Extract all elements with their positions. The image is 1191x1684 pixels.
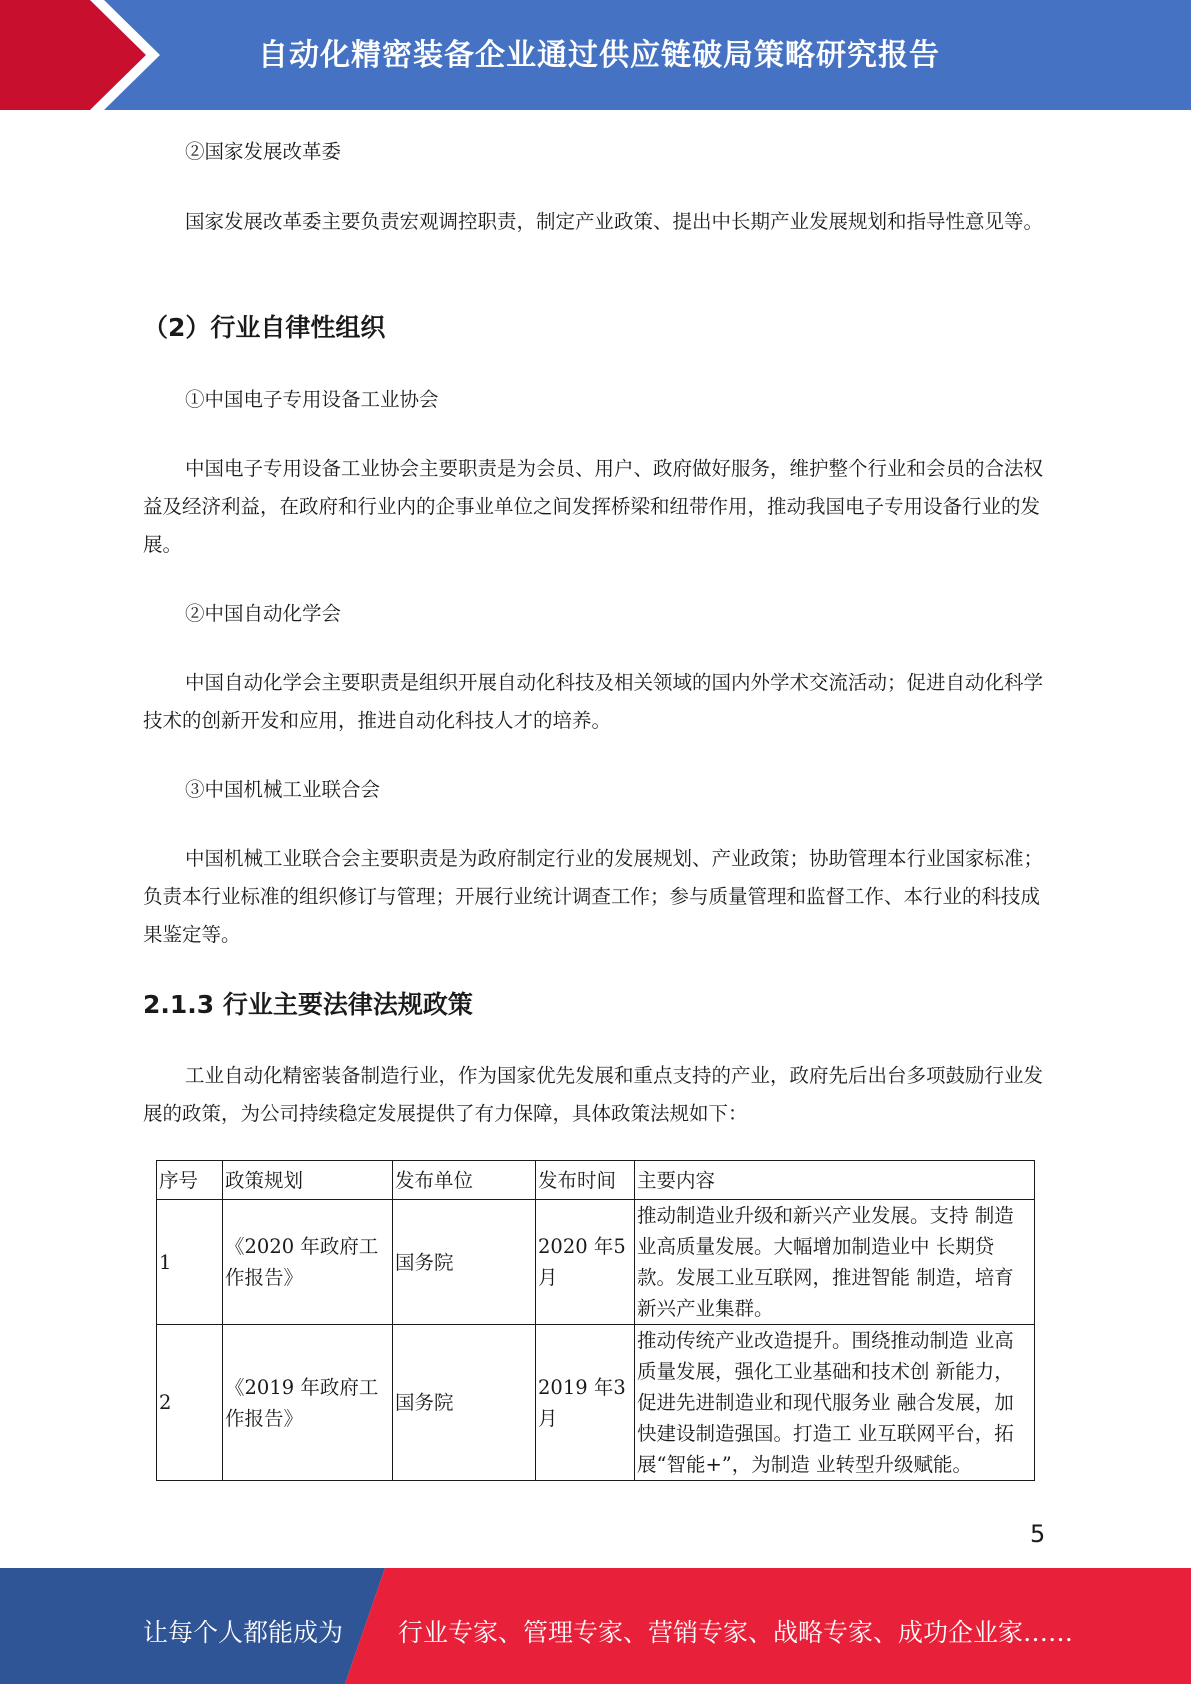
- cell-org: 国务院: [393, 1325, 536, 1481]
- cell-date: 2020 年5 月: [536, 1200, 635, 1325]
- page-header: [0, 0, 1191, 110]
- cell-content: 推动传统产业改造提升。围绕推动制造 业高质量发展，强化工业基础和技术创 新能力，促进先进制造业和现代服务业 融合发展，加快建设制造强国。打造工 业互联网平台，拓展“智能+”，为制造 业转型升级赋能。: [635, 1325, 1035, 1481]
- item-caa-heading: ②中国自动化学会: [185, 602, 342, 625]
- item-cmif-text: 中国机械工业联合会主要职责是为政府制定行业的发展规划、产业政策；协助管理本行业国家标准；负责本行业标准的组织修订与管理；开展行业统计调查工作；参与质量管理和监督工作、本行业的科技成果鉴定等。: [143, 847, 1044, 946]
- table-row: [157, 1200, 1035, 1325]
- cell-no: 1: [157, 1200, 223, 1325]
- header-date: 发布时间: [536, 1161, 635, 1200]
- policy-table: [156, 1160, 1035, 1481]
- item-ceia-heading: ①中国电子专用设备工业协会: [185, 388, 439, 411]
- footer-slogan-right: 行业专家、管理专家、营销专家、战略专家、成功企业家……: [398, 1618, 1074, 1647]
- header-plan: 政策规划: [223, 1161, 393, 1200]
- cell-plan: 《2019 年政府工作报告》: [223, 1325, 393, 1481]
- cell-plan: 《2020 年政府工作报告》: [223, 1200, 393, 1325]
- header-content: 主要内容: [635, 1161, 1035, 1200]
- header-no: 序号: [157, 1161, 223, 1200]
- cell-date: 2019 年3 月: [536, 1325, 635, 1481]
- table-header-row: [157, 1161, 1035, 1200]
- section-213-heading: 2.1.3 行业主要法律法规政策: [143, 990, 473, 1019]
- section-2-heading: （2）行业自律性组织: [143, 313, 386, 342]
- item-ndrc-heading: ②国家发展改革委: [185, 140, 342, 163]
- page-footer: [0, 1568, 1191, 1684]
- page-number: 5: [1030, 1520, 1046, 1548]
- header-org: 发布单位: [393, 1161, 536, 1200]
- footer-slogan-left: 让每个人都能成为: [143, 1618, 344, 1647]
- cell-content: 推动制造业升级和新兴产业发展。支持 制造业高质量发展。大幅增加制造业中 长期贷款。发展工业互联网，推进智能 制造，培育新兴产业集群。: [635, 1200, 1035, 1325]
- report-title: 自动化精密装备企业通过供应链破局策略研究报告: [258, 38, 940, 73]
- cell-org: 国务院: [393, 1200, 536, 1325]
- item-cmif-heading: ③中国机械工业联合会: [185, 778, 381, 801]
- item-ndrc-text: 国家发展改革委主要负责宏观调控职责，制定产业政策、提出中长期产业发展规划和指导性意见等。: [185, 210, 1044, 233]
- cell-no: 2: [157, 1325, 223, 1481]
- section-213-intro: 工业自动化精密装备制造行业，作为国家优先发展和重点支持的产业，政府先后出台多项鼓励行业发展的政策，为公司持续稳定发展提供了有力保障，具体政策法规如下：: [143, 1064, 1044, 1125]
- item-ceia-text: 中国电子专用设备工业协会主要职责是为会员、用户、政府做好服务，维护整个行业和会员的合法权益及经济利益，在政府和行业内的企事业单位之间发挥桥梁和纽带作用，推动我国电子专用设备行业的发展。: [143, 457, 1044, 556]
- item-caa-text: 中国自动化学会主要职责是组织开展自动化科技及相关领域的国内外学术交流活动；促进自动化科学技术的创新开发和应用，推进自动化科技人才的培养。: [143, 671, 1044, 732]
- table-row: [157, 1325, 1035, 1481]
